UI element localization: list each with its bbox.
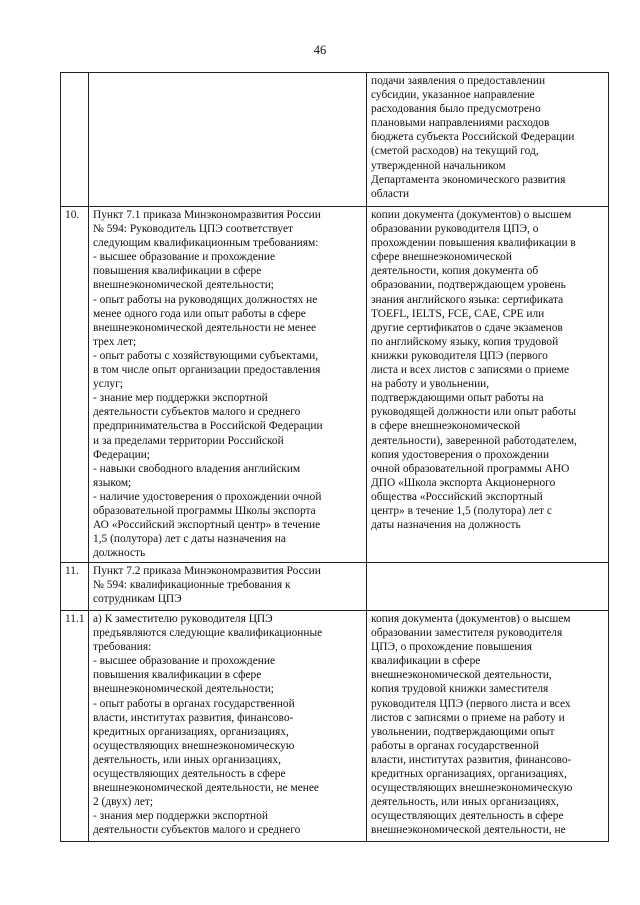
text-line: Пункт 7.1 приказа Минэкономразвития России (93, 209, 321, 221)
text-line: языком; (93, 476, 132, 489)
text-line: деятельности субъектов малого и среднего (93, 406, 301, 419)
text-line: (сметой расходов) на текущий год, (371, 145, 539, 158)
text-line: № 594: Руководитель ЦПЭ соответствует (93, 223, 293, 236)
text-line: книжки руководителя ЦПЭ (первого (371, 349, 548, 362)
text-line: осуществляющих внешнеэкономическую (371, 782, 573, 795)
text-line: общества «Российский экспортный (371, 490, 543, 503)
text-line: прохождении повышения квалификации в (371, 237, 576, 250)
text-line: 1,5 (полутора) лет с даты назначения на (93, 533, 286, 546)
row-number: 10. (65, 209, 80, 221)
text-line: деятельность, или иных организациях, (93, 753, 281, 766)
text-line: очной образовательной программы АНО (371, 462, 570, 475)
text-line: - опыт работы с хозяйствующими субъектами, (93, 349, 319, 362)
text-line: ДПО «Школа экспорта Акционерного (371, 476, 556, 489)
table-row (61, 563, 609, 611)
text-line: - навыки свободного владения английским (93, 462, 301, 475)
page-number: 46 (313, 43, 327, 57)
documents-text (371, 612, 605, 841)
table-row (61, 207, 609, 563)
text-line: кредитных организациях, организациях, (371, 768, 567, 781)
text-line: руководителя ЦПЭ (первого листа и всех (371, 697, 571, 710)
text-line: образовании заместителя руководителя (371, 627, 563, 640)
text-line: квалификации в сфере (371, 655, 481, 668)
text-line: образовании, подтверждающем уровень (371, 279, 566, 292)
text-line: и за пределами территории Российской (93, 434, 284, 447)
text-line: Департамента экономического развития (371, 173, 566, 186)
text-line: образовательной программы Школы экспорта (93, 504, 316, 517)
text-line: копия удостоверения о прохождении (371, 448, 550, 461)
requirement-cell (89, 207, 367, 563)
text-line: образовании руководителя ЦПЭ, о (371, 223, 539, 236)
text-line: - высшее образование и прохождение (93, 655, 275, 668)
text-line: АО «Российский экспортный центр» в течение (93, 519, 321, 532)
requirement-cell (89, 611, 367, 842)
text-line: руководящей должности или опыт работы (371, 406, 577, 419)
text-line: осуществляющих деятельность в сфере (93, 768, 286, 781)
row-number: 11. (65, 565, 79, 577)
documents-cell (367, 73, 609, 207)
text-line: сфере внешнеэкономической (371, 251, 512, 264)
text-line: - знание мер поддержки экспортной (93, 392, 268, 405)
text-line: внешнеэкономической деятельности; (93, 279, 274, 292)
text-line: копия трудовой книжки заместителя (371, 683, 549, 696)
text-line: листов с записями о приеме на работу и (371, 711, 565, 724)
text-line: деятельности субъектов малого и среднего (93, 824, 301, 837)
text-line: деятельность, или иных организациях, (371, 796, 559, 809)
requirement-cell (89, 563, 367, 611)
text-line: деятельности, копия документа об (371, 265, 539, 278)
row-number-cell (61, 611, 89, 842)
text-line: другие сертификатов о сдаче экзаменов (371, 321, 563, 334)
text-line: увольнении, подтверждающими опыт (371, 725, 555, 738)
text-line: предпринимательства в Российской Федерации (93, 420, 323, 433)
text-line: услуг; (93, 378, 123, 391)
text-line: сотрудникам ЦПЭ (93, 593, 182, 606)
text-line: внешнеэкономической деятельности; (93, 683, 274, 696)
table-row (61, 611, 609, 842)
text-line: бюджета субъекта Российской Федерации (371, 131, 575, 144)
text-line: Пункт 7.2 приказа Минэкономразвития России (93, 565, 321, 577)
text-line: - знания мер поддержки экспортной (93, 810, 268, 823)
text-line: подачи заявления о предоставлении (371, 75, 546, 87)
text-line: внешнеэкономической деятельности, (371, 669, 552, 682)
row-number-cell (61, 73, 89, 207)
text-line: плановыми направлениями расходов (371, 117, 550, 130)
text-line: по английскому языку, копия трудовой (371, 335, 559, 348)
text-line: утвержденной начальником (371, 159, 506, 172)
text-line: внешнеэкономической деятельности не менее (93, 321, 317, 334)
text-line: внешнеэкономической деятельности, не менее (93, 782, 319, 795)
text-line: области (371, 187, 410, 200)
text-line: повышения квалификации в сфере (93, 669, 262, 682)
text-line: требования: (93, 641, 152, 654)
text-line: предъявляются следующие квалификационные (93, 627, 323, 640)
text-line: субсидии, указанное направление (371, 89, 535, 102)
text-line: в том числе опыт организации предоставления (93, 364, 321, 377)
text-line: кредитных организациях, организациях, (93, 725, 289, 738)
text-line: а) К заместителю руководителя ЦПЭ (93, 613, 273, 625)
text-line: ЦПЭ, о прохождение повышения (371, 641, 532, 654)
text-line: - высшее образование и прохождение (93, 251, 275, 264)
requirement-text (93, 612, 363, 841)
documents-cell (367, 563, 609, 611)
text-line: знания английского языка: сертификата (371, 293, 564, 306)
text-line: внешнеэкономической деятельности, не (371, 824, 566, 837)
requirement-cell (89, 73, 367, 207)
text-line: деятельности), заверенной работодателем, (371, 434, 577, 447)
text-line: центр» в течение 1,5 (полутора) лет с (371, 504, 552, 517)
text-line: - опыт работы на руководящих должностях не (93, 293, 318, 306)
text-line: власти, институтах развития, финансово- (371, 753, 572, 766)
text-line: Федерации; (93, 448, 150, 461)
text-line: следующим квалификационным требованиям: (93, 237, 319, 250)
documents-cell (367, 611, 609, 842)
text-line: даты назначения на должность (371, 519, 521, 532)
text-line: TOEFL, IELTS, FCE, CAE, CPE или (371, 307, 545, 320)
text-line: листа и всех листов с записями о приеме (371, 364, 570, 377)
text-line: осуществляющих внешнеэкономическую (93, 739, 295, 752)
row-number-cell (61, 563, 89, 611)
text-line: на работу и увольнении, (371, 378, 490, 391)
requirements-table (60, 72, 609, 842)
text-line: повышения квалификации в сфере (93, 265, 262, 278)
text-line: менее одного года или опыт работы в сфере (93, 307, 306, 320)
text-line: власти, институтах развития, финансово- (93, 711, 294, 724)
text-line: копия документа (документов) о высшем (371, 613, 571, 625)
text-line: осуществляющих деятельность в сфере (371, 810, 564, 823)
text-line: - опыт работы в органах государственной (93, 697, 295, 710)
text-line: 2 (двух) лет; (93, 796, 154, 809)
text-line: должность (93, 547, 146, 560)
text-line: расходования было предусмотрено (371, 103, 541, 116)
table-row (61, 73, 609, 207)
documents-cell (367, 207, 609, 563)
text-line: подтверждающими опыт работы на (371, 392, 544, 405)
text-line: копии документа (документов) о высшем (371, 209, 572, 221)
row-number: 11.1 (65, 613, 85, 625)
text-line: № 594: квалификационные требования к (93, 579, 291, 592)
text-line: трех лет; (93, 335, 137, 348)
text-line: в сфере внешнеэкономической (371, 420, 521, 433)
text-line: работы в органах государственной (371, 739, 539, 752)
row-number-cell (61, 207, 89, 563)
text-line: - наличие удостоверения о прохождении очной (93, 490, 322, 503)
